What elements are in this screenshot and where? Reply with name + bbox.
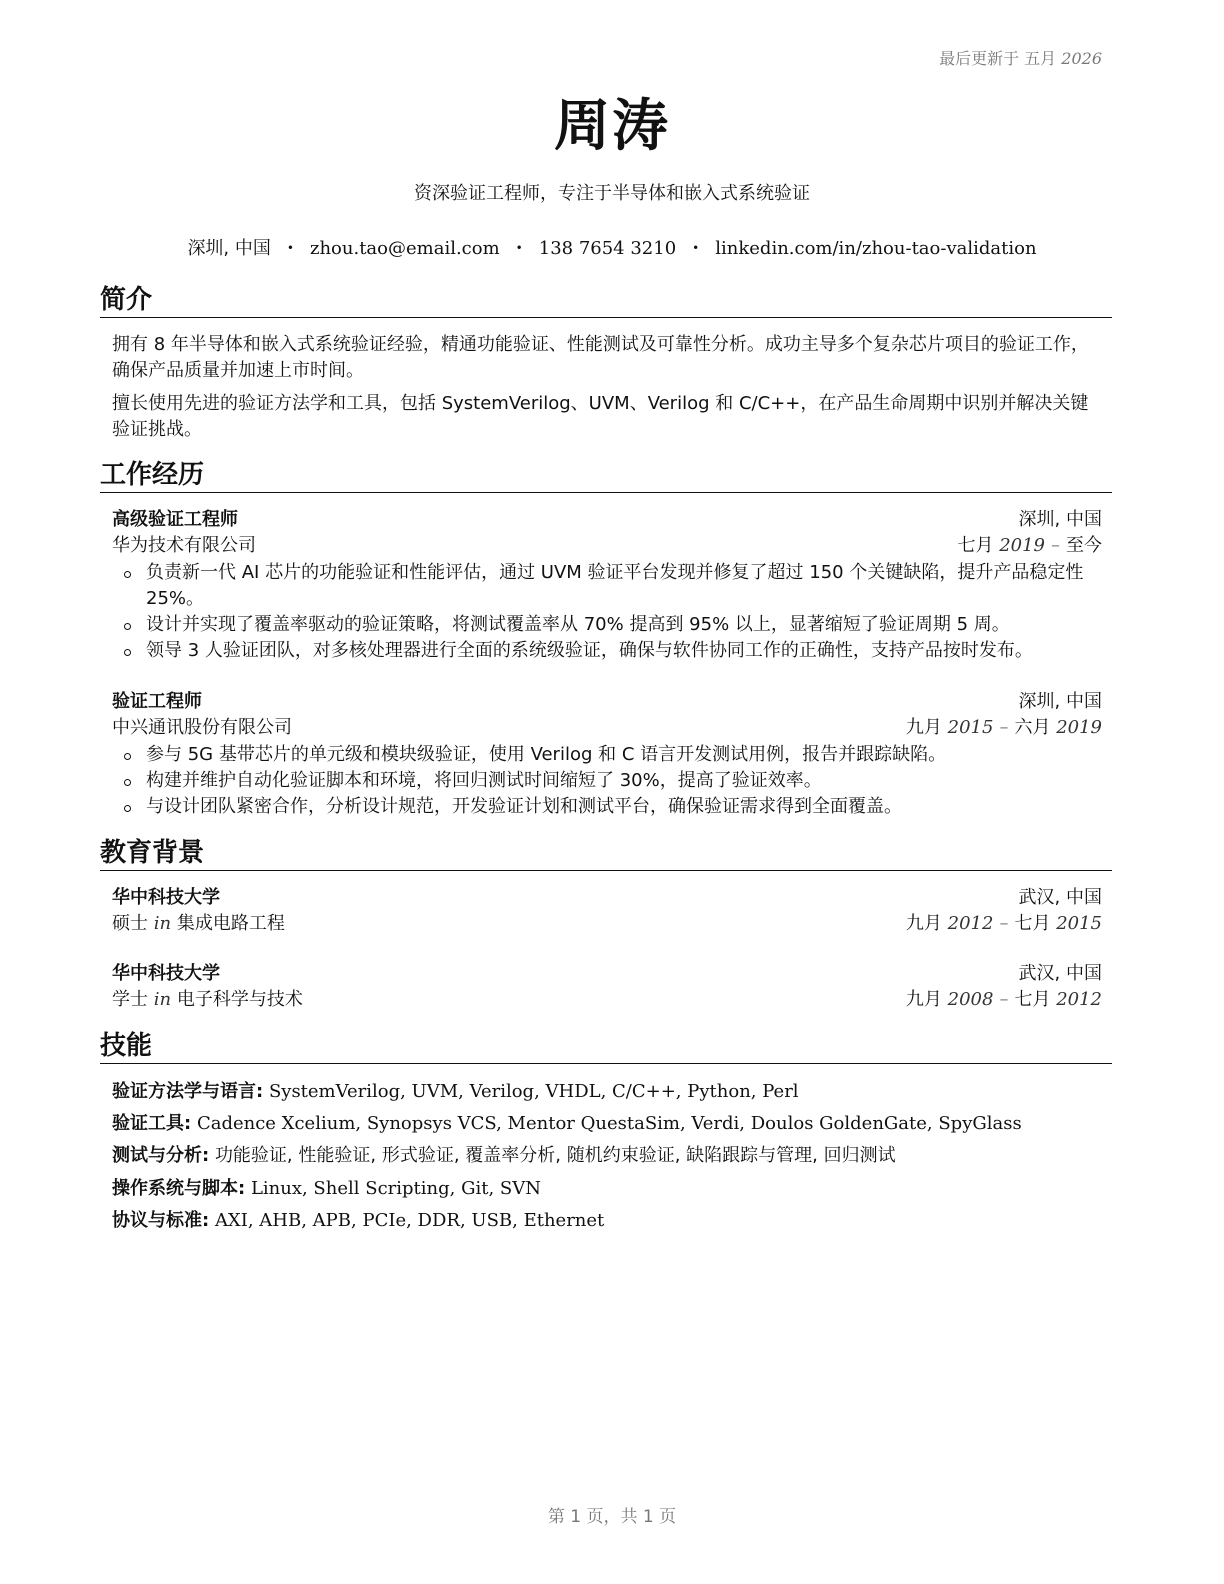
contact-separator: • bbox=[692, 241, 700, 255]
list-item: 构建并维护自动化验证脚本和环境，将回归测试时间缩短了 30%，提高了验证效率。 bbox=[112, 768, 1104, 794]
skill-value: Linux, Shell Scripting, Git, SVN bbox=[250, 1178, 541, 1199]
list-item: 领导 3 人验证团队，对多核处理器进行全面的系统级验证，确保与软件协同工作的正确性，支持产品按时发布。 bbox=[112, 638, 1104, 664]
job-location: 深圳, 中国 bbox=[1018, 509, 1102, 530]
job-location: 深圳, 中国 bbox=[1018, 691, 1102, 712]
skill-key: 验证方法学与语言: bbox=[112, 1081, 264, 1102]
skill-row bbox=[112, 1176, 1104, 1202]
degree: 学士 in 电子科学与技术 bbox=[112, 989, 303, 1010]
job-title: 高级验证工程师 bbox=[112, 509, 238, 530]
skill-key: 操作系统与脚本: bbox=[112, 1178, 246, 1199]
job-bullets bbox=[112, 742, 1104, 820]
school-name: 华中科技大学 bbox=[112, 963, 220, 984]
job-dates: 九月 2015 – 六月 2019 bbox=[905, 717, 1102, 738]
summary-paragraph-2: 擅长使用先进的验证方法学和工具，包括 SystemVerilog、UVM、Verilog 和 C/C++，在产品生命周期中识别并解决关键验证挑战。 bbox=[112, 393, 1089, 440]
job-company: 中兴通讯股份有限公司 bbox=[112, 717, 292, 738]
education-dates: 九月 2012 – 七月 2015 bbox=[905, 913, 1102, 934]
candidate-name: 周涛 bbox=[554, 94, 670, 159]
section-title-skills: 技能 bbox=[100, 1030, 1112, 1064]
updated-month: 五月 bbox=[1024, 49, 1057, 68]
skill-value: AXI, AHB, APB, PCIe, DDR, USB, Ethernet bbox=[214, 1210, 605, 1231]
skill-row bbox=[112, 1079, 1104, 1105]
last-updated bbox=[939, 46, 1102, 69]
section-title-summary: 简介 bbox=[100, 284, 1112, 318]
school-location: 武汉, 中国 bbox=[1018, 963, 1102, 984]
education-dates: 九月 2008 – 七月 2012 bbox=[905, 989, 1102, 1010]
contact-location: 深圳, 中国 bbox=[187, 238, 271, 259]
job-title: 验证工程师 bbox=[112, 691, 202, 712]
list-item: 参与 5G 基带芯片的单元级和模块级验证，使用 Verilog 和 C 语言开发测试用例，报告并跟踪缺陷。 bbox=[112, 742, 1104, 768]
updated-year: 2026 bbox=[1061, 49, 1102, 68]
updated-prefix: 最后更新于 bbox=[939, 49, 1020, 68]
tagline: 资深验证工程师，专注于半导体和嵌入式系统验证 bbox=[414, 183, 810, 204]
section-title-experience: 工作经历 bbox=[100, 459, 1112, 493]
section-title-education: 教育背景 bbox=[100, 837, 1112, 871]
contact-phone: 138 7654 3210 bbox=[538, 238, 677, 259]
skill-value: Cadence Xcelium, Synopsys VCS, Mentor QuestaSim, Verdi, Doulos GoldenGate, SpyGlass bbox=[196, 1113, 1022, 1134]
contact-line bbox=[0, 234, 1224, 260]
degree: 硕士 in 集成电路工程 bbox=[112, 913, 285, 934]
school-name: 华中科技大学 bbox=[112, 887, 220, 908]
skill-value: SystemVerilog, UVM, Verilog, VHDL, C/C++, Python, Perl bbox=[268, 1081, 799, 1102]
skill-row bbox=[112, 1143, 1104, 1169]
contact-separator: • bbox=[286, 241, 294, 255]
contact-linkedin[interactable]: linkedin.com/in/zhou-tao-validation bbox=[715, 238, 1037, 259]
school-location: 武汉, 中国 bbox=[1018, 887, 1102, 908]
job-company: 华为技术有限公司 bbox=[112, 535, 256, 556]
list-item: 设计并实现了覆盖率驱动的验证策略，将测试覆盖率从 70% 提高到 95% 以上，显著缩短了验证周期 5 周。 bbox=[112, 612, 1104, 638]
skill-key: 协议与标准: bbox=[112, 1210, 210, 1231]
skill-value: 功能验证, 性能验证, 形式验证, 覆盖率分析, 随机约束验证, 缺陷跟踪与管理, 回归测试 bbox=[214, 1145, 896, 1166]
skill-row bbox=[112, 1208, 1104, 1234]
skill-key: 验证工具: bbox=[112, 1113, 192, 1134]
skill-key: 测试与分析: bbox=[112, 1145, 210, 1166]
page-footer: 第 1 页，共 1 页 bbox=[547, 1507, 677, 1527]
list-item: 与设计团队紧密合作，分析设计规范，开发验证计划和测试平台，确保验证需求得到全面覆盖。 bbox=[112, 794, 1104, 820]
summary-paragraph-1: 拥有 8 年半导体和嵌入式系统验证经验，精通功能验证、性能测试及可靠性分析。成功主导多个复杂芯片项目的验证工作，确保产品质量并加速上市时间。 bbox=[112, 334, 1089, 381]
contact-separator: • bbox=[515, 241, 523, 255]
contact-email[interactable]: zhou.tao@email.com bbox=[309, 238, 500, 259]
list-item: 负责新一代 AI 芯片的功能验证和性能评估，通过 UVM 验证平台发现并修复了超过 150 个关键缺陷，提升产品稳定性 25%。 bbox=[112, 560, 1104, 612]
job-bullets bbox=[112, 560, 1104, 664]
skill-row bbox=[112, 1111, 1104, 1137]
job-dates: 七月 2019 – 至今 bbox=[957, 535, 1102, 556]
